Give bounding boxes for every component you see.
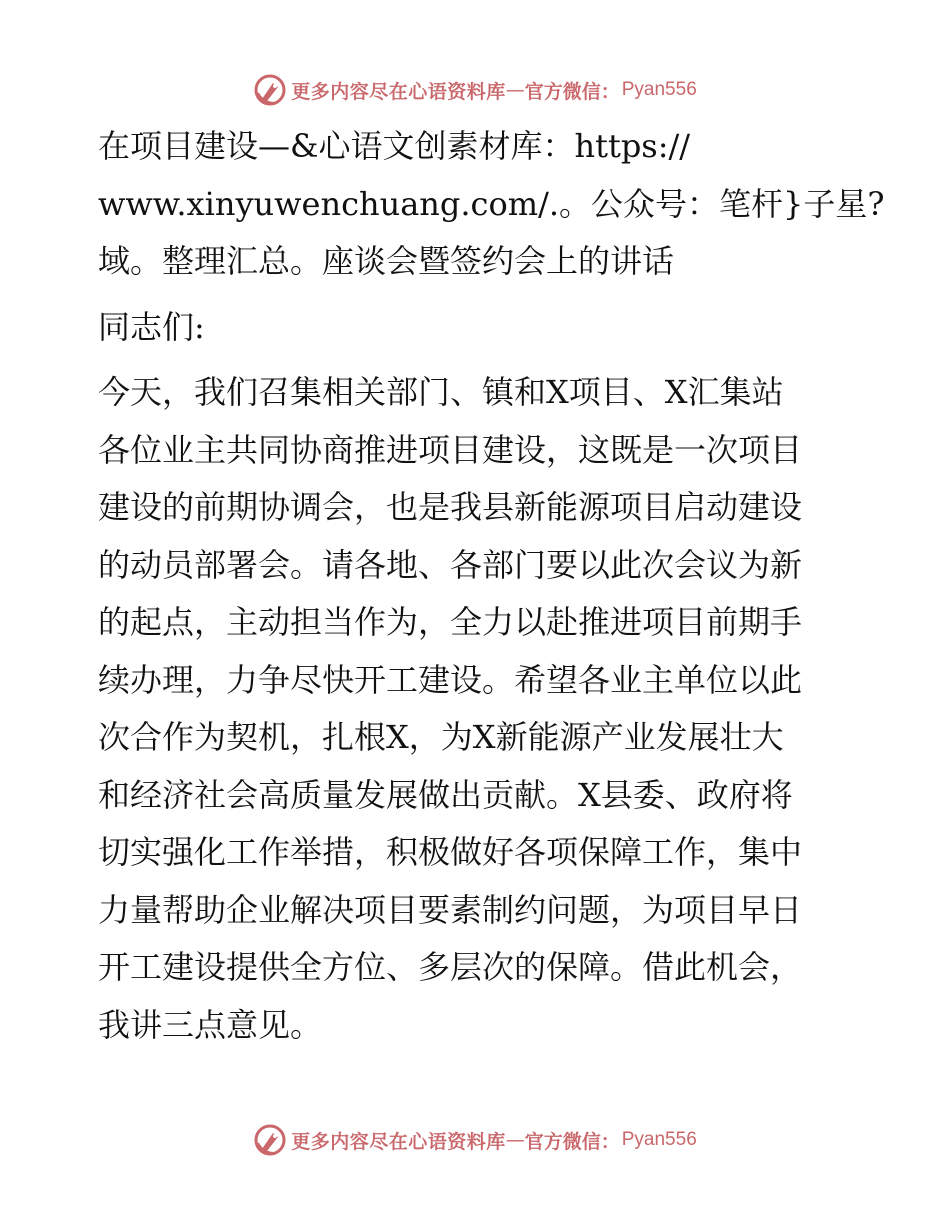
paragraph-line: 续办理，力争尽快开工建设。希望各业主单位以此: [98, 660, 803, 699]
footer-watermark: [0, 1120, 950, 1160]
watermark-wechat-id: Pyan556: [621, 1129, 697, 1150]
document-body: [98, 118, 885, 1054]
pen-nib-logo-icon: [253, 73, 287, 107]
paragraph-line: 建设的前期协调会，也是我县新能源项目启动建设: [98, 488, 803, 526]
watermark-text: 更多内容尽在心语资料库: [291, 1130, 506, 1153]
paragraph-line: 的动员部署会。请各地、各部门要以此次会议为新: [98, 545, 803, 584]
paragraph-line: 的起点，主动担当作为，全力以赴推进项目前期手: [98, 603, 803, 641]
watermark-text: 更多内容尽在心语资料库: [291, 80, 506, 103]
title-line-3: 域。整理汇总。座谈会暨签约会上的讲话: [98, 242, 675, 280]
paragraph-line: 开工建设提供全方位、多层次的保障。借此机会，: [98, 948, 803, 986]
paragraph-line: 切实强化工作举措，积极做好各项保障工作，集中: [98, 833, 803, 871]
pen-nib-logo-icon: [253, 1123, 287, 1157]
paragraph-line: 力量帮助企业解决项目要素制约问题，为项目早日: [98, 890, 803, 929]
watermark-wechat-label: 官方微信：: [524, 80, 620, 103]
watermark-wechat-label: 官方微信：: [524, 1130, 620, 1153]
title-line-2: www.xinyuwenchuang.com/.。公众号：笔杆}子星?: [98, 184, 885, 223]
watermark-dash: —: [505, 1129, 525, 1151]
header-watermark: [0, 70, 950, 110]
watermark-dash: —: [505, 79, 525, 101]
title-line-1: 在项目建设—&心语文创素材库：https://: [98, 127, 691, 165]
paragraph-line: 次合作为契机，扎根X，为X新能源产业发展壮大: [98, 718, 784, 756]
paragraph-line: 和经济社会高质量发展做出贡献。X县委、政府将: [98, 775, 793, 814]
watermark-wechat-id: Pyan556: [621, 79, 697, 100]
paragraph-line: 各位业主共同协商推进项目建设，这既是一次项目: [98, 430, 803, 469]
paragraph-line: 我讲三点意见。: [98, 1005, 323, 1044]
salutation: 同志们:: [98, 307, 205, 346]
paragraph-line: 今天，我们召集相关部门、镇和X项目、X汇集站: [98, 373, 784, 411]
